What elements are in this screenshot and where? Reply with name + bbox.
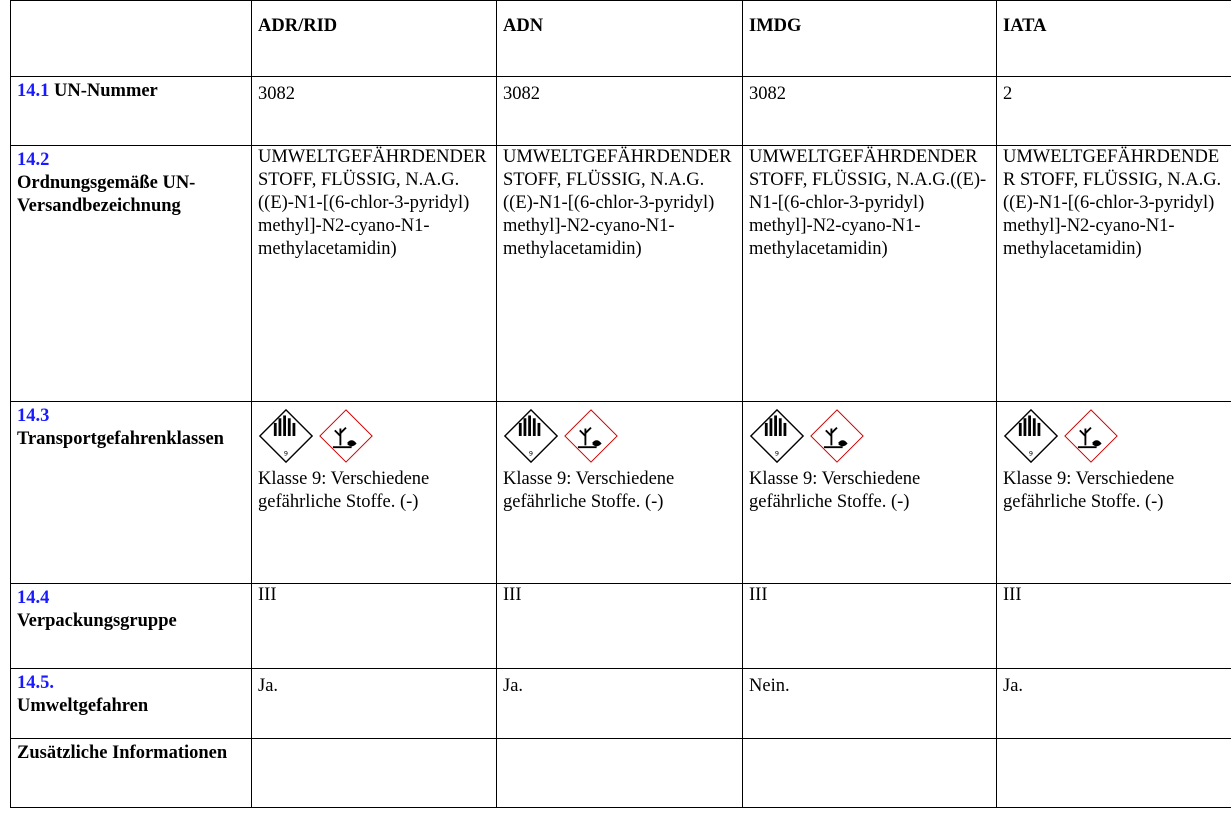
pictogram-group bbox=[503, 408, 736, 466]
row-label bbox=[11, 669, 252, 739]
svg-text:9: 9 bbox=[1028, 449, 1034, 458]
section-number: 14.5. bbox=[17, 673, 54, 693]
cell-adn: III bbox=[497, 584, 743, 669]
environment-hazard-icon bbox=[809, 408, 865, 464]
class-description: Klasse 9: Verschiedene gefährliche Stoffe. (-) bbox=[503, 469, 675, 512]
cell-imdg bbox=[743, 739, 997, 808]
cell-imdg: 3082 bbox=[743, 77, 997, 146]
svg-text:9: 9 bbox=[774, 449, 780, 458]
section-number: 14.2 bbox=[17, 150, 50, 170]
class-description: Klasse 9: Verschiedene gefährliche Stoffe. (-) bbox=[1003, 469, 1175, 512]
row-label bbox=[11, 77, 252, 146]
cell-iata: 2 bbox=[997, 77, 1231, 146]
cell-adr-rid: III bbox=[252, 584, 497, 669]
header-adr-rid: ADR/RID bbox=[252, 1, 497, 77]
table-row-additional-info bbox=[11, 739, 1231, 808]
cell-imdg: III bbox=[743, 584, 997, 669]
section-number: 14.1 bbox=[17, 81, 50, 101]
environment-hazard-icon bbox=[318, 408, 374, 464]
cell-imdg bbox=[743, 402, 997, 584]
table-row-hazard-class bbox=[11, 402, 1231, 584]
pictogram-group bbox=[258, 408, 490, 466]
svg-text:9: 9 bbox=[283, 449, 289, 458]
cell-iata: Ja. bbox=[997, 669, 1231, 739]
section-number: 14.3 bbox=[17, 406, 50, 426]
table-row-shipping-name bbox=[11, 146, 1231, 402]
cell-adn: Ja. bbox=[497, 669, 743, 739]
hazard-class-9-icon bbox=[258, 408, 314, 464]
table-row-un-number bbox=[11, 77, 1231, 146]
row-label-text: UN-Nummer bbox=[49, 81, 158, 101]
cell-adr-rid: Ja. bbox=[252, 669, 497, 739]
row-label bbox=[11, 584, 252, 669]
table-row-environment bbox=[11, 669, 1231, 739]
row-label bbox=[11, 146, 252, 402]
cell-adn: UMWELTGEFÄHRDENDER STOFF, FLÜSSIG, N.A.G.((E)-N1-[(6-chlor-3-pyridyl) methyl]-N2-cyano-N1-methylacetamidin) bbox=[497, 146, 743, 402]
transport-info-table bbox=[10, 0, 1231, 808]
row-label-text: Umweltgefahren bbox=[17, 696, 149, 716]
cell-adr-rid bbox=[252, 402, 497, 584]
cell-iata bbox=[997, 402, 1231, 584]
header-adn: ADN bbox=[497, 1, 743, 77]
class-description: Klasse 9: Verschiedene gefährliche Stoffe. (-) bbox=[749, 469, 921, 512]
cell-iata: UMWELTGEFÄHRDENDER STOFF, FLÜSSIG, N.A.G. ((E)-N1-[(6-chlor-3-pyridyl) methyl]-N2-cyano-N1-methylacetamidin) bbox=[997, 146, 1231, 402]
pictogram-group bbox=[1003, 408, 1226, 466]
hazard-class-9-icon bbox=[503, 408, 559, 464]
row-label bbox=[11, 402, 252, 584]
table-row-packing-group bbox=[11, 584, 1231, 669]
cell-adr-rid: 3082 bbox=[252, 77, 497, 146]
cell-iata: III bbox=[997, 584, 1231, 669]
cell-adn bbox=[497, 402, 743, 584]
header-cell-empty bbox=[11, 1, 252, 77]
cell-adr-rid: UMWELTGEFÄHRDENDER STOFF, FLÜSSIG, N.A.G.((E)-N1-[(6-chlor-3-pyridyl) methyl]-N2-cyano-N1-methylacetamidin) bbox=[252, 146, 497, 402]
cell-adn bbox=[497, 739, 743, 808]
environment-hazard-icon bbox=[1063, 408, 1119, 464]
hazard-class-9-icon bbox=[1003, 408, 1059, 464]
section-number: 14.4 bbox=[17, 588, 50, 608]
cell-adr-rid bbox=[252, 739, 497, 808]
row-label-text: Ordnungsgemäße UN-Versandbezeichnung bbox=[17, 173, 196, 216]
cell-imdg: Nein. bbox=[743, 669, 997, 739]
header-iata: IATA bbox=[997, 1, 1231, 77]
pictogram-group bbox=[749, 408, 990, 466]
header-row bbox=[11, 1, 1231, 77]
svg-text:9: 9 bbox=[528, 449, 534, 458]
environment-hazard-icon bbox=[563, 408, 619, 464]
row-label: Zusätzliche Informationen bbox=[11, 739, 252, 808]
cell-iata bbox=[997, 739, 1231, 808]
cell-imdg: UMWELTGEFÄHRDENDER STOFF, FLÜSSIG, N.A.G.((E)-N1-[(6-chlor-3-pyridyl) methyl]-N2-cyano-N1-methylacetamidin) bbox=[743, 146, 997, 402]
class-description: Klasse 9: Verschiedene gefährliche Stoffe. (-) bbox=[258, 469, 430, 512]
hazard-class-9-icon bbox=[749, 408, 805, 464]
cell-adn: 3082 bbox=[497, 77, 743, 146]
row-label-text: Verpackungsgruppe bbox=[17, 611, 177, 631]
header-imdg: IMDG bbox=[743, 1, 997, 77]
row-label-text: Transportgefahrenklassen bbox=[17, 429, 224, 449]
